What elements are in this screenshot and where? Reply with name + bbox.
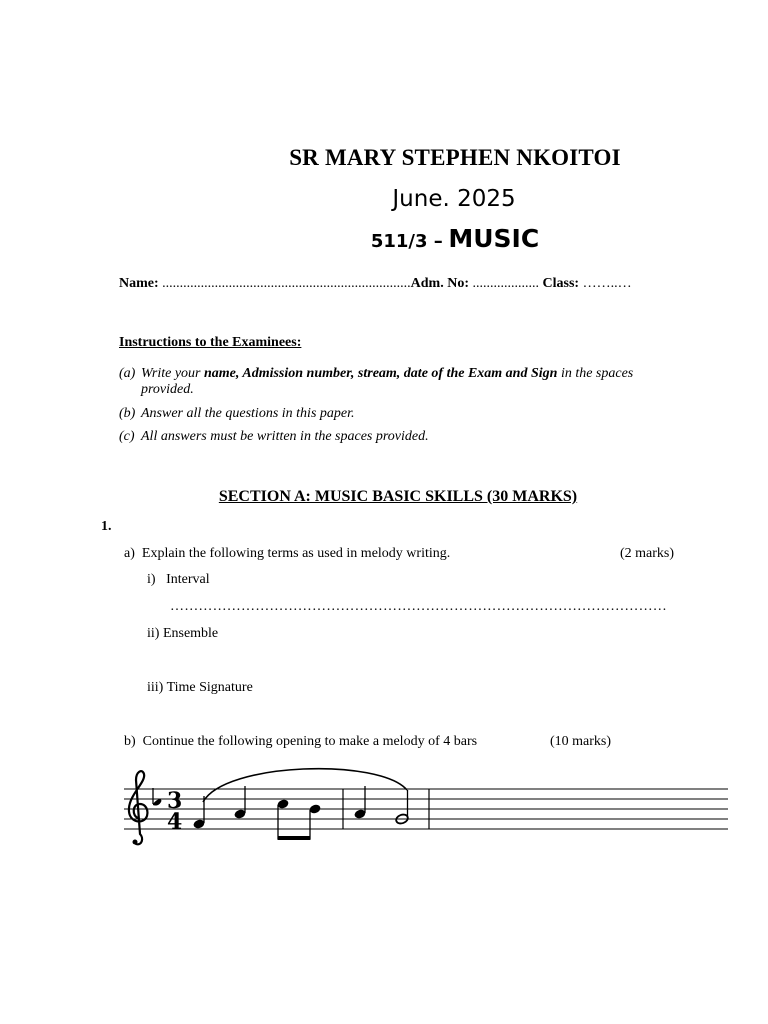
section-title: SECTION A: MUSIC BASIC SKILLS (30 MARKS) <box>218 488 578 505</box>
question-1b <box>124 734 477 750</box>
question-1b-text: Continue the following opening to make a melody of 4 bars <box>142 734 478 749</box>
question-1b-marks: (10 marks) <box>550 734 612 749</box>
instruction-a-continued: provided. <box>141 382 194 397</box>
instructions-title: Instructions to the Examinees: <box>119 335 302 350</box>
note-f4 <box>192 796 205 830</box>
class-field[interactable]: ……..… <box>582 276 632 291</box>
instruction-a-label: (a) <box>119 366 136 381</box>
paper-title <box>0 224 768 253</box>
instruction-a <box>119 366 699 398</box>
question-1a-iii: iii) Time Signature <box>147 680 253 695</box>
candidate-info-line <box>119 276 632 292</box>
name-field[interactable]: ....................................................................... <box>162 276 411 291</box>
treble-clef-icon <box>129 771 148 844</box>
question-1a-i <box>147 572 210 588</box>
subject-name: MUSIC <box>448 224 540 253</box>
question-1a-marks: (2 marks) <box>620 546 675 561</box>
instruction-b <box>119 406 699 422</box>
question-1a-text: Explain the following terms as used in melody writing. <box>141 546 451 561</box>
question-1b-label: b) <box>124 734 136 749</box>
answer-line-interval[interactable]: …………………………………………………………………………………………… <box>170 599 667 614</box>
question-1a <box>124 546 450 562</box>
instruction-b-text: Answer all the questions in this paper. <box>141 406 355 421</box>
half-note-g4 <box>395 790 409 825</box>
time-signature-bottom: 4 <box>167 809 183 835</box>
school-name: SR MARY STEPHEN NKOITOI <box>289 145 621 170</box>
note-a4-bar2 <box>353 786 366 820</box>
instruction-a-pre: Write your <box>141 366 201 381</box>
question-1a-label: a) <box>124 546 135 561</box>
time-signature-top: 3 <box>167 788 183 814</box>
adm-field[interactable]: ................... <box>472 276 539 291</box>
music-staff <box>120 760 730 850</box>
instruction-c-label: (c) <box>119 429 135 444</box>
question-1a-ii: ii) Ensemble <box>147 626 219 641</box>
exam-date: June. 2025 <box>392 186 516 212</box>
question-1a-i-label: i) <box>147 572 156 587</box>
question-number: 1. <box>101 519 112 534</box>
flat-key-signature-icon <box>153 788 161 806</box>
question-1a-i-text: Interval <box>166 572 210 587</box>
slur <box>203 769 407 802</box>
instruction-c-text: All answers must be written in the spaces provided. <box>141 429 429 444</box>
note-a4 <box>233 786 246 820</box>
instruction-c <box>119 429 699 445</box>
instruction-b-label: (b) <box>119 406 136 421</box>
name-label: Name: <box>119 276 159 291</box>
instruction-a-post: in the spaces <box>560 366 634 381</box>
paper-code: 511/3 – <box>370 231 443 252</box>
adm-label: Adm. No: <box>410 276 469 291</box>
instruction-a-bold: name, Admission number, stream, date of the Exam and Sign <box>204 366 558 381</box>
class-label: Class: <box>542 276 580 291</box>
staff-lines <box>124 789 728 829</box>
